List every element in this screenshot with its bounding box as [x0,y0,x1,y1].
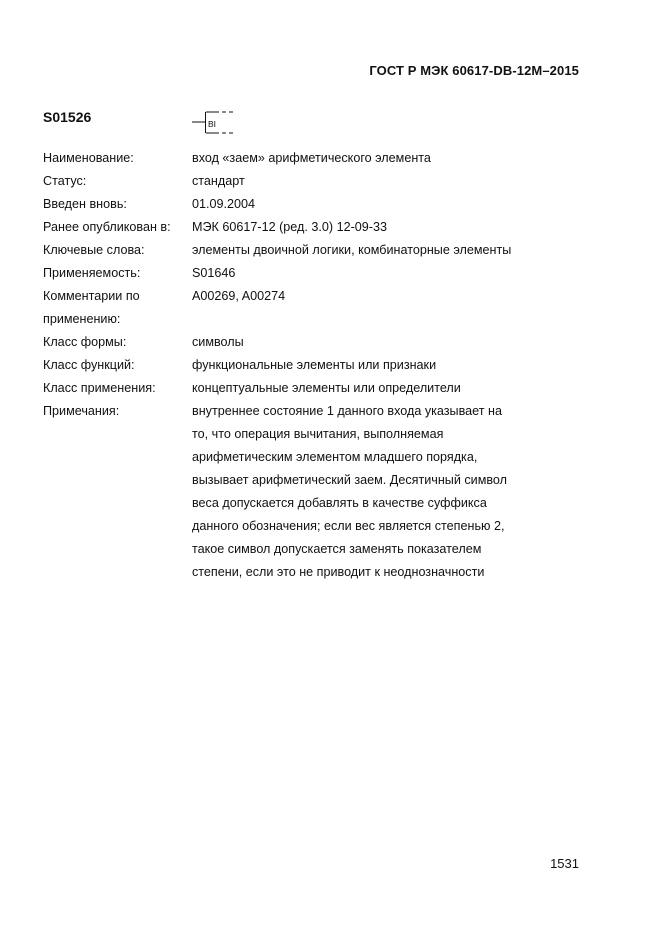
property-label: Статус: [43,174,87,188]
property-label: Введен вновь: [43,197,127,211]
property-value-line: A00269, A00274 [192,289,286,303]
property-row [43,354,583,377]
property-value [192,285,583,331]
property-row [43,377,583,400]
property-label: Класс формы: [43,335,127,349]
property-value-line: 01.09.2004 [192,197,256,211]
property-row [43,170,583,193]
property-value-line: МЭК 60617-12 (ред. 3.0) 12-09-33 [192,220,387,234]
property-value [192,239,583,262]
property-row [43,285,583,331]
property-value-line: S01646 [192,266,236,280]
property-row [43,216,583,239]
page-number: 1531 [550,856,579,871]
property-label: Комментарии по применению: [43,289,140,326]
symbol-code: S01526 [43,109,92,125]
input-borrow-symbol-icon [192,107,240,137]
property-value [192,170,583,193]
property-row [43,239,583,262]
property-value-line: стандарт [192,174,245,188]
property-value [192,377,583,400]
property-row [43,193,583,216]
property-label: Класс применения: [43,381,156,395]
property-value-line: данного обозначения; если вес является степенью 2, [192,519,505,533]
property-value [192,331,583,354]
property-value-line: такое символ допускается заменять показателем [192,542,482,556]
property-value-line: вход «заем» арифметического элемента [192,151,431,165]
property-value-line: вызывает арифметический заем. Десятичный символ [192,473,507,487]
property-row [43,147,583,170]
property-label: Ранее опубликован в: [43,220,171,234]
property-value-line: степени, если это не приводит к неоднозначности [192,565,485,579]
property-value [192,262,583,285]
property-value-line: функциональные элементы или признаки [192,358,437,372]
property-row [43,400,583,584]
property-value-line: то, что операция вычитания, выполняемая [192,427,444,441]
property-value-line: элементы двоичной логики, комбинаторные элементы [192,243,512,257]
property-row [43,331,583,354]
property-value [192,354,583,377]
property-label: Наименование: [43,151,134,165]
property-list [43,147,583,584]
property-value [192,400,583,584]
property-row [43,262,583,285]
property-value [192,216,583,239]
document-header: ГОСТ Р МЭК 60617-DB-12М–2015 [369,63,579,78]
property-value [192,193,583,216]
property-value-line: веса допускается добавлять в качестве суффикса [192,496,487,510]
property-value-line: концептуальные элементы или определители [192,381,461,395]
property-value-line: символы [192,335,244,349]
property-label: Применяемость: [43,266,141,280]
property-value-line: внутреннее состояние 1 данного входа указывает на [192,404,502,418]
property-label: Класс функций: [43,358,135,372]
property-label: Примечания: [43,404,120,418]
symbol-label: BI [208,119,217,129]
property-label: Ключевые слова: [43,243,145,257]
property-value [192,147,583,170]
property-value-line: арифметическим элементом младшего порядка, [192,450,478,464]
